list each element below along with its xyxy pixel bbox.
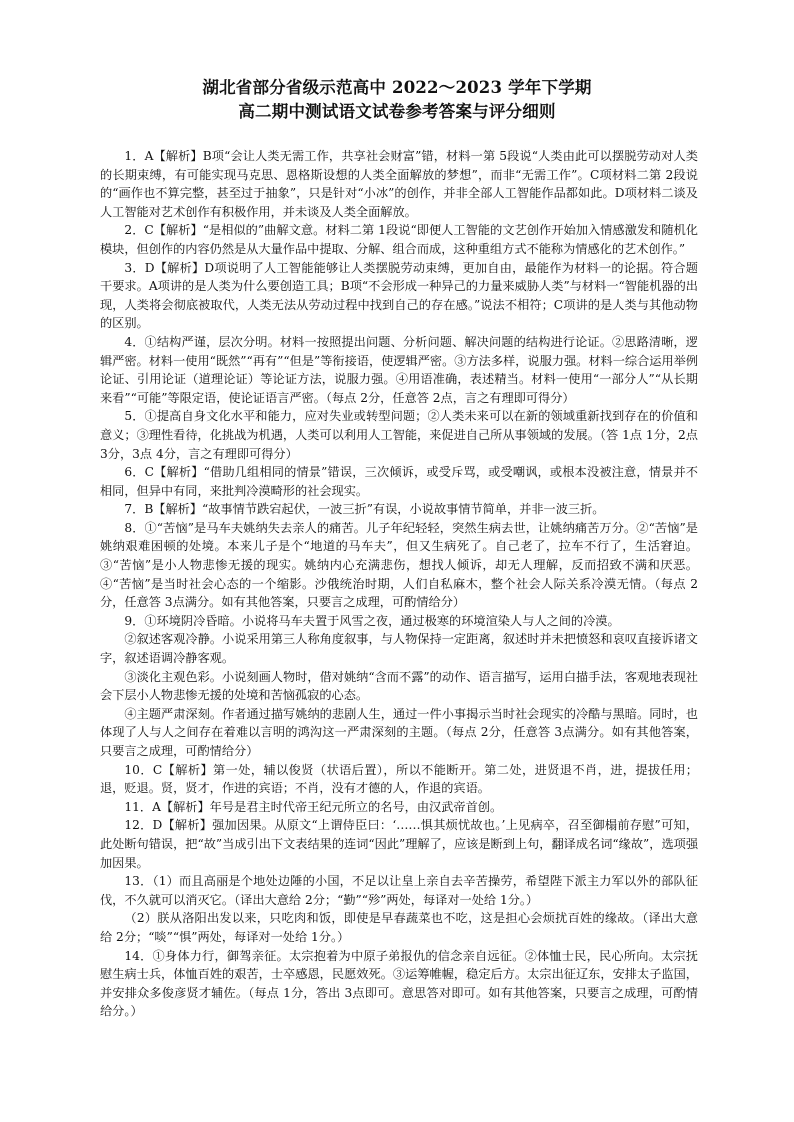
answer-q11: 11．A【解析】年号是君主时代帝王纪元所立的名号，由汉武帝首创。 xyxy=(124,799,503,814)
answer-q6: 6．C【解析】“借助几组相同的情景”错误，三次倾诉，或受斥骂，或受嘲讽，或根本没被注意，情景并不相同，但异中有同，来批判冷漠畸形的社会现实。 xyxy=(100,465,698,498)
document-header xyxy=(0,76,794,124)
document-title-line-1: 湖北省部分省级示范高中 2022～2023 学年下学期 xyxy=(202,78,592,97)
answer-q9-point3: ③淡化主观色彩。小说刻画人物时，借对姚纳“含而不露”的动作、语言描写，运用白描手法，客观地表现社会下层小人物悲惨无援的处境和苦恼孤寂的心态。 xyxy=(100,669,698,703)
answer-q9-point4: ④主题严肃深刻。作者通过描写姚纳的悲剧人生，通过一件小事揭示当时社会现实的冷酷与黑暗。同时，也体现了人与人之间存在着难以言明的鸿沟这一严肃深刻的主题。（每点 2分，任意答 3点满分。如有其他答案，只要言之成理，可酌情给分） xyxy=(100,706,698,758)
answer-q1: 1．A【解析】B项“会让人类无需工作，共享社会财富”错，材料一第 5段说“人类由此可以摆脱劳动对人类的长期束缚，有可能实现马克思、恩格斯设想的人类全面解放的梦想”，而非“无需工作”。C项材料二第 2段说的“画作也不算完整，甚至过于抽象”，只是针对“小冰”的创作，并非全部人工智能作品都如此。D项材料二谈及人工智能对艺术创作有积极作用，并未谈及人类全面解放。 xyxy=(100,149,698,219)
answer-q3: 3．D【解析】D项说明了人工智能能够让人类摆脱劳动束缚，更加自由，最能作为材料一的论据。符合题干要求。A项讲的是人类为什么要创造工具；B项“不会形成一种异己的力量来威胁人类”与材料一“智能机器的出现，人类将会彻底被取代，人类无法从劳动过程中找到自己的存在感。”说法不相符；C项讲的是人类与其他动物的区别。 xyxy=(100,260,698,331)
document-title-line-2: 高二期中测试语文试卷参考答案与评分细则 xyxy=(238,102,556,121)
answer-q9-point2: ②叙述客观冷静。小说采用第三人称角度叙事，与人物保持一定距离，叙述时并未把愤怒和哀叹直接诉诸文字，叙述语调冷静客观。 xyxy=(100,632,698,666)
answer-q2: 2．C【解析】“是相似的”曲解文意。材料二第 1段说“即便人工智能的文艺创作开始加入情感激发和随机化模块，但创作的内容仍然是从大量作品中提取、分解、组合而成，这种重组方式不能称为情感化的艺术创作。” xyxy=(100,223,698,256)
answer-q7: 7．B【解析】“故事情节跌宕起伏，一波三折”有误，小说故事情节简单，并非一波三折。 xyxy=(124,502,605,517)
answer-q13-part2: （2）朕从洛阳出发以来，只吃肉和饭，即使是早春蔬菜也不吃，这是担心会烦扰百姓的缘故。（译出大意给 2分；“啖”“惧”两处，每译对一处给 1分。） xyxy=(100,911,698,944)
answer-q9-point1: 9．①环境阴冷昏暗。小说将马车夫置于风雪之夜，通过极寒的环境渲染人与人之间的冷漠。 xyxy=(124,613,620,628)
answer-q10: 10．C【解析】第一处，辅以俊贤（状语后置），所以不能断开。第二处，进贤退不肖，进，提拔任用；退，贬退。贤，贤才，作进的宾语；不肖，没有才德的人，作退的宾语。 xyxy=(100,762,698,796)
answer-list xyxy=(100,147,698,1021)
answer-q4: 4．①结构严谨，层次分明。材料一按照提出问题、分析问题、解决问题的结构进行论证。②思路清晰，逻辑严密。材料一使用“既然”“再有”“但是”等衔接语，使逻辑严密。③方法多样，说服力强。材料一综合运用举例论证、引用论证（道理论证）等论证方法，说服力强。④用语准确，表述精当。材料一使用“一部分人”“从长期来看”“可能”等限定语，使论证语言严密。（每点 2分，任意答 2点，言之有理即可得分） xyxy=(100,334,699,405)
answer-q14: 14．①身体力行，御驾亲征。太宗抱着为中原子弟报仇的信念亲自远征。②体恤士民，民心所向。太宗抚慰生病士兵，体恤百姓的艰苦，士卒感恩，民愿效死。③运筹帷幄，稳定后方。太宗出征辽东，安排太子监国，并安排众多俊彦贤才辅佐。（每点 1分，答出 3点即可。意思答对即可。如有其他答案，只要言之成理，可酌情给分。） xyxy=(100,948,698,1019)
answer-q13-part1: 13．（1）而且高丽是个地处边陲的小国，不足以让皇上亲自去辛苦操劳，希望陛下派主力军以外的部队征伐，不久就可以消灭它。（译出大意给 2分；“勤”“殄”两处，每译对一处给 1分。） xyxy=(100,874,698,907)
answer-q5: 5．①提高自身文化水平和能力，应对失业或转型问题；②人类未来可以在新的领域重新找到存在的价值和意义；③理性看待，化挑战为机遇，人类可以利用人工智能，来促进自己所从事领域的发展。（答 1点 1分，2点 3分，3点 4分，言之有理即可得分） xyxy=(100,409,698,461)
answer-q12: 12．D【解析】强加因果。从原文“上谓侍臣曰：‘……惧其烦忧故也。’上见病卒，召至御榻前存慰”可知，此处断句错误，把“故”当成引出下文表结果的连词“因此”理解了，应该是断到上句，翻译成名词“缘故”，选项强加因果。 xyxy=(100,818,699,870)
answer-q8: 8．①“苦恼”是马车夫姚纳失去亲人的痛苦。儿子年纪轻轻，突然生病去世，让姚纳痛苦万分。②“苦恼”是姚纳艰难困顿的处境。本来儿子是个“地道的马车夫”，但又生病死了。自己老了，拉车不行了，生活窘迫。③“苦恼”是小人物悲惨无援的现实。姚纳内心充满悲伤，想找人倾诉，却无人理解，反而招致不满和厌恶。④“苦恼”是当时社会心态的一个缩影。沙俄统治时期，人们自私麻木，整个社会人际关系冷漠无情。（每点 2分，任意答 3点满分。如有其他答案，只要言之成理，可酌情给分） xyxy=(100,520,698,610)
